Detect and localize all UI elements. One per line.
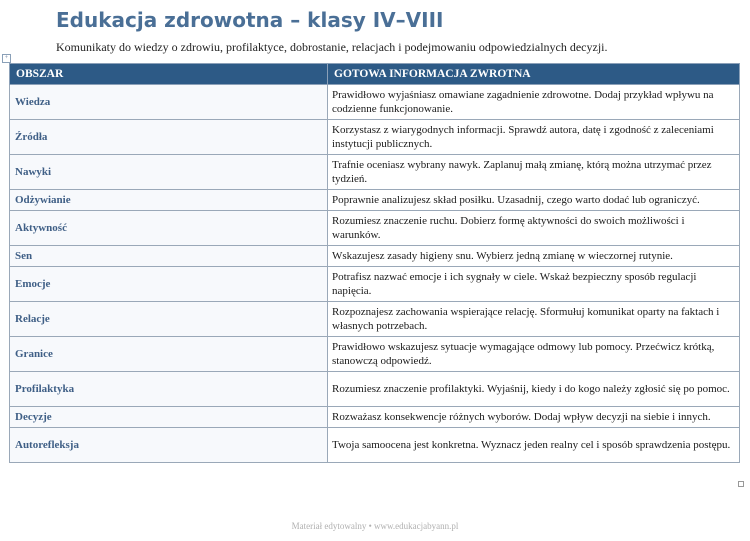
feedback-cell: Poprawnie analizujesz skład posiłku. Uzasadnij, czego warto dodać lub ograniczyć. xyxy=(328,190,740,211)
table-row xyxy=(10,302,740,337)
header-area: OBSZAR xyxy=(10,64,328,85)
table-row xyxy=(10,372,740,407)
table-header-row xyxy=(10,64,740,85)
table-row xyxy=(10,211,740,246)
area-cell: Granice xyxy=(10,337,328,372)
feedback-cell: Rozumiesz znaczenie ruchu. Dobierz formę aktywności do swoich możliwości i warunków. xyxy=(328,211,740,246)
feedback-cell: Rozpoznajesz zachowania wspierające relację. Sformułuj komunikat oparty na faktach i własnych potrzebach. xyxy=(328,302,740,337)
feedback-cell: Wskazujesz zasady higieny snu. Wybierz jedną zmianę w wieczornej rutynie. xyxy=(328,246,740,267)
page-title: Edukacja zdrowotna – klasy IV–VIII xyxy=(56,8,444,32)
feedback-cell: Potrafisz nazwać emocje i ich sygnały w ciele. Wskaż bezpieczny sposób regulacji napięcia. xyxy=(328,267,740,302)
area-cell: Aktywność xyxy=(10,211,328,246)
page-subtitle: Komunikaty do wiedzy o zdrowiu, profilaktyce, dobrostanie, relacjach i podejmowaniu odpowiedzialnych decyzji. xyxy=(56,40,608,54)
table-row xyxy=(10,267,740,302)
table-row xyxy=(10,407,740,428)
area-cell: Autorefleksja xyxy=(10,428,328,463)
area-cell: Nawyki xyxy=(10,155,328,190)
table-row xyxy=(10,120,740,155)
table-row xyxy=(10,85,740,120)
area-cell: Odżywianie xyxy=(10,190,328,211)
area-cell: Źródła xyxy=(10,120,328,155)
area-cell: Sen xyxy=(10,246,328,267)
area-cell: Relacje xyxy=(10,302,328,337)
table-row xyxy=(10,337,740,372)
feedback-cell: Korzystasz z wiarygodnych informacji. Sprawdź autora, datę i zgodność z zaleceniami instytucji publicznych. xyxy=(328,120,740,155)
area-cell: Wiedza xyxy=(10,85,328,120)
feedback-cell: Prawidłowo wskazujesz sytuacje wymagające odmowy lub pomocy. Przećwicz krótką, stanowczą odpowiedź. xyxy=(328,337,740,372)
feedback-cell: Prawidłowo wyjaśniasz omawiane zagadnienie zdrowotne. Dodaj przykład wpływu na codzienne funkcjonowanie. xyxy=(328,85,740,120)
table-resize-handle[interactable] xyxy=(738,481,744,487)
table-row xyxy=(10,246,740,267)
table-row xyxy=(10,190,740,211)
area-cell: Emocje xyxy=(10,267,328,302)
feedback-cell: Twoja samoocena jest konkretna. Wyznacz jeden realny cel i sposób sprawdzenia postępu. xyxy=(328,428,740,463)
header-feedback: GOTOWA INFORMACJA ZWROTNA xyxy=(328,64,740,85)
footer-note: Materiał edytowalny • www.edukacjabyann.pl xyxy=(291,521,459,531)
feedback-cell: Rozważasz konsekwencje różnych wyborów. Dodaj wpływ decyzji na siebie i innych. xyxy=(328,407,740,428)
table-row xyxy=(10,428,740,463)
area-cell: Profilaktyka xyxy=(10,372,328,407)
feedback-cell: Rozumiesz znaczenie profilaktyki. Wyjaśnij, kiedy i do kogo należy zgłosić się po pomoc. xyxy=(328,372,740,407)
area-cell: Decyzje xyxy=(10,407,328,428)
feedback-cell: Trafnie oceniasz wybrany nawyk. Zaplanuj małą zmianę, którą można utrzymać przez tydzień. xyxy=(328,155,740,190)
table-move-handle-icon[interactable]: + xyxy=(2,54,11,63)
feedback-table xyxy=(9,63,740,463)
table-row xyxy=(10,155,740,190)
table-body xyxy=(10,85,740,463)
